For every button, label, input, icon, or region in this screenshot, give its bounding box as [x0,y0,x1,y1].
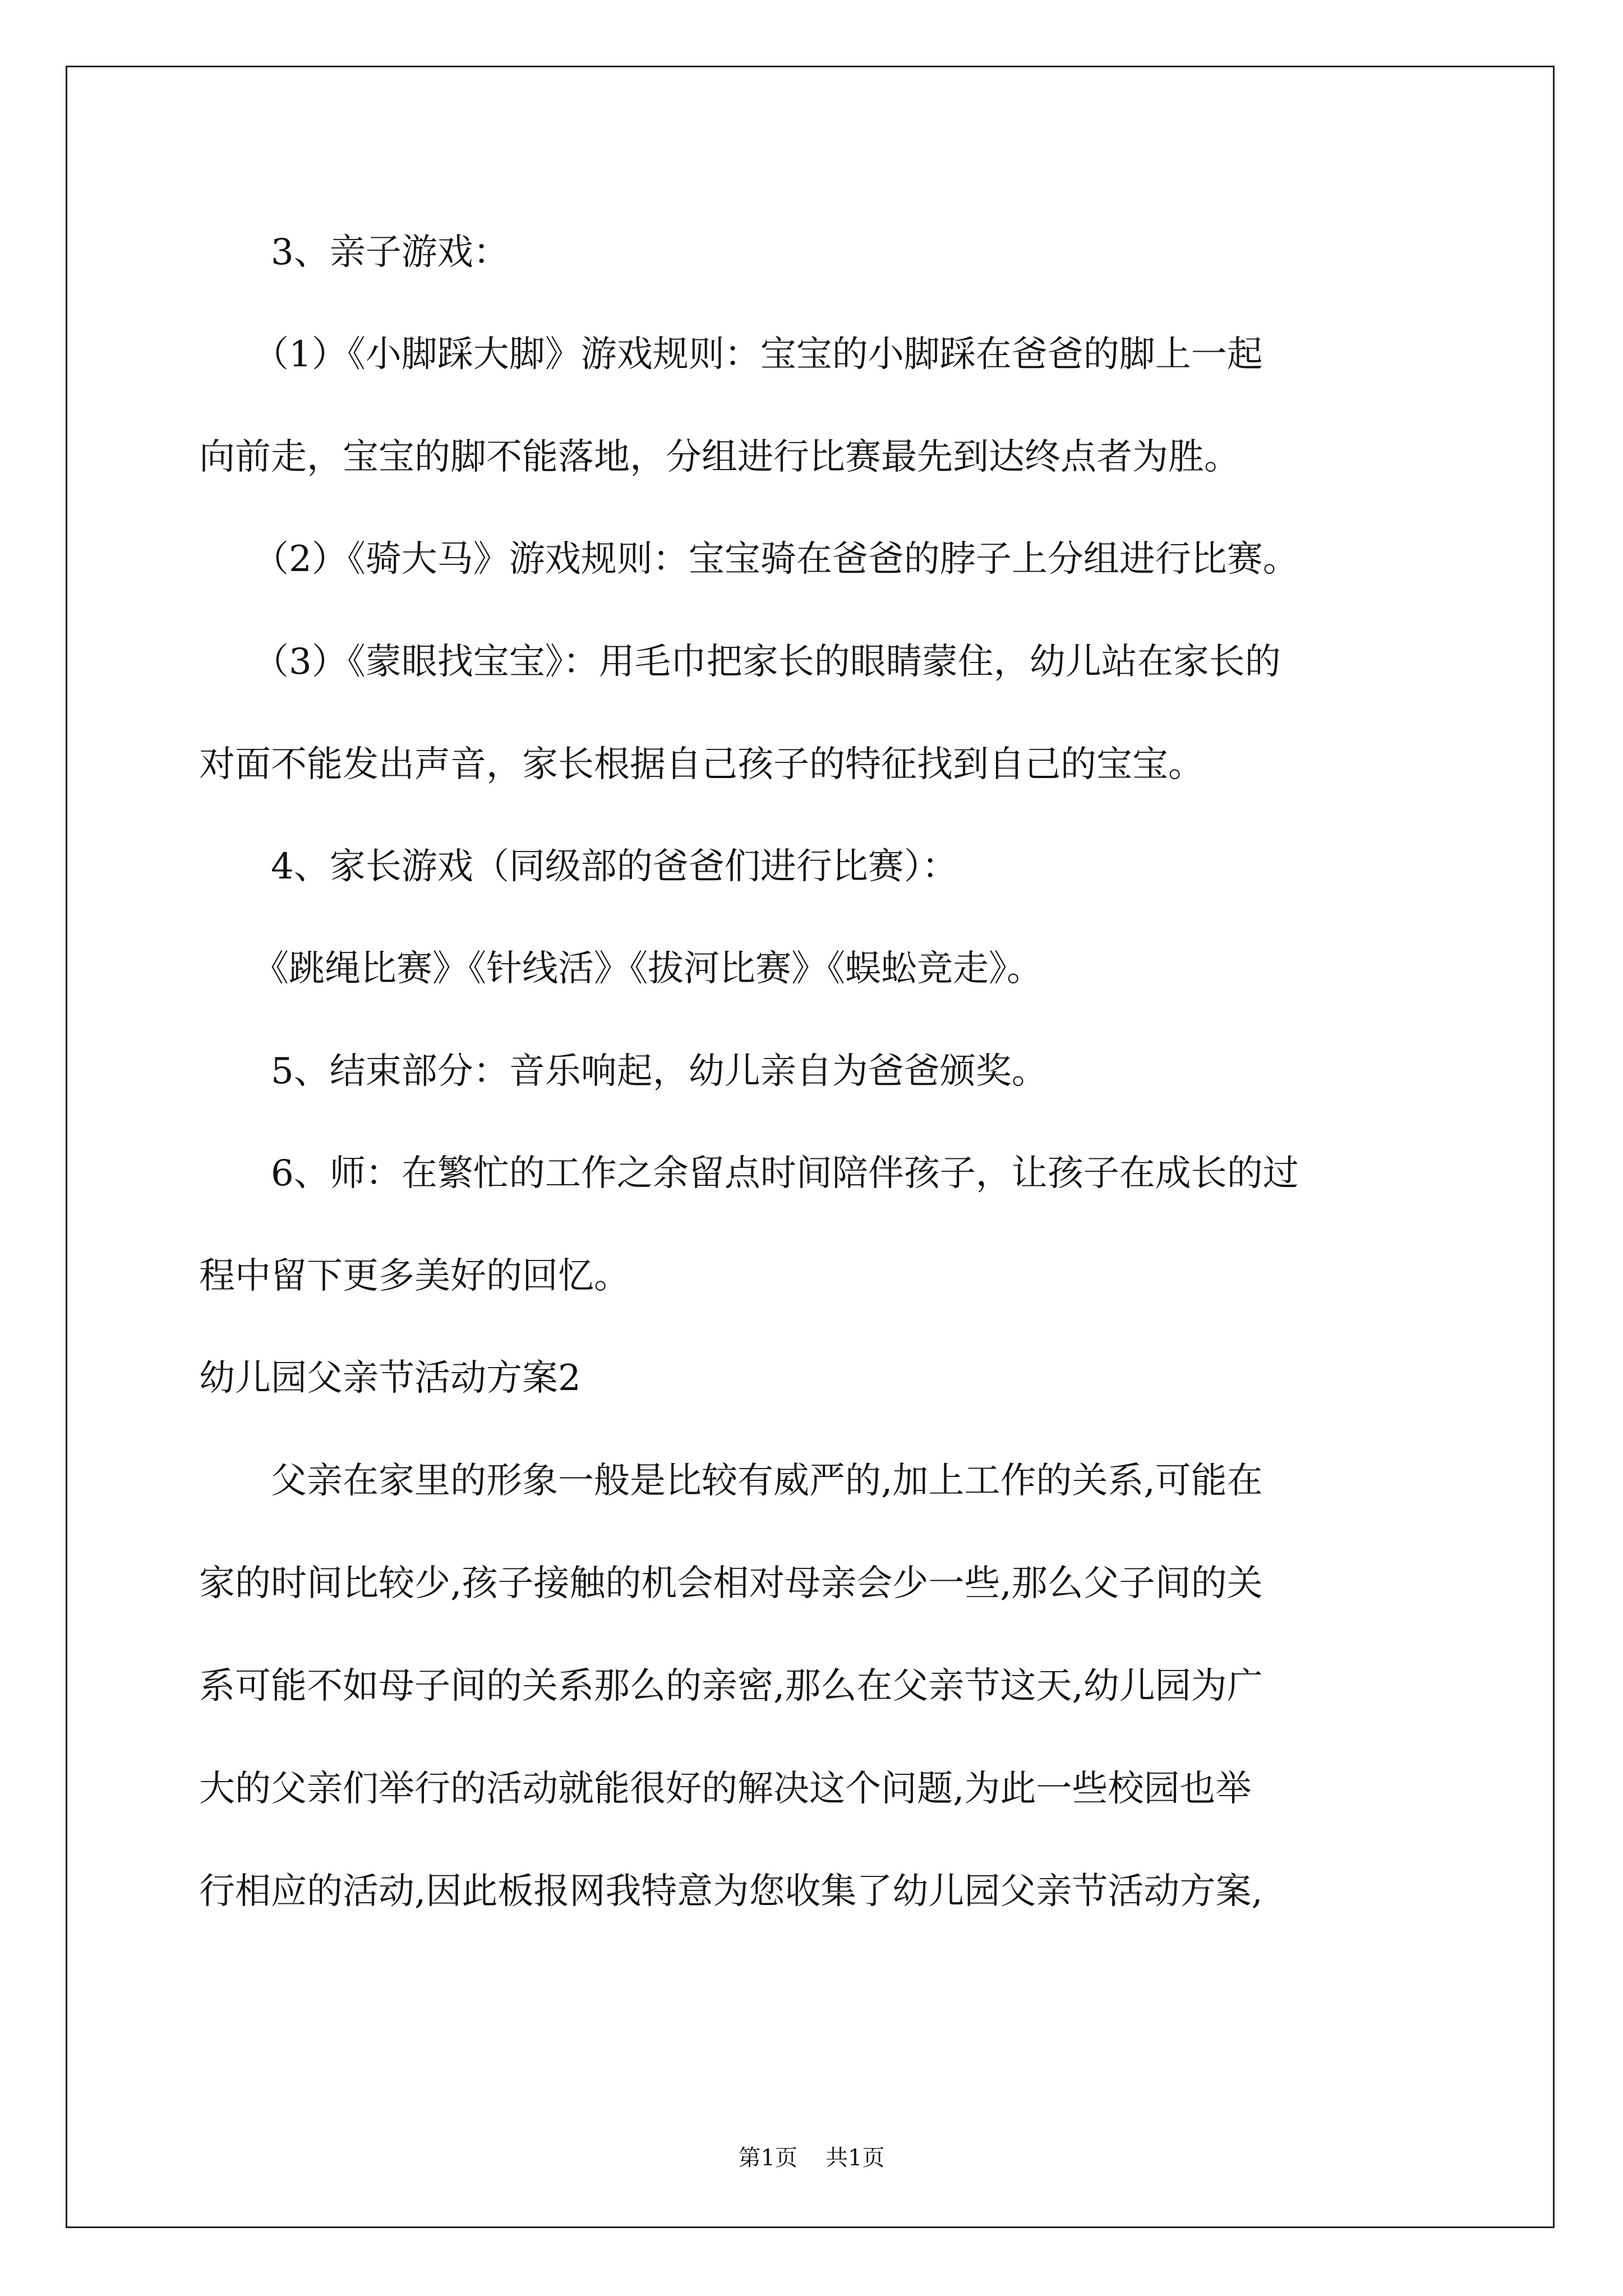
paragraph-intro [199,1460,1433,1912]
text-line: 3、亲子游戏： [199,232,509,273]
section-title-text: 幼儿园父亲节活动方案2 [199,1358,581,1399]
paragraph-game-3 [199,641,1433,785]
text-line: 大的父亲们举行的活动就能很好的解决这个问题,为此一些校园也举 [199,1768,1252,1810]
text-line: 《跳绳比赛》《针线活》《拔河比赛》《蜈蚣竞走》。 [199,948,1043,990]
paragraph-teacher [199,1153,1433,1297]
text-line: 4、家长游戏（同级部的爸爸们进行比赛）： [199,846,958,887]
paragraph-ending [199,1051,1433,1092]
paragraph-game-1 [199,334,1433,478]
text-line: 6、师：在繁忙的工作之余留点时间陪伴孩子，让孩子在成长的过 [199,1153,1299,1194]
text-line: 家的时间比较少,孩子接触的机会相对母亲会少一些,那么父子间的关 [199,1563,1263,1604]
text-line: 5、结束部分：音乐响起，幼儿亲自为爸爸颁奖。 [199,1051,1048,1092]
section-title [199,1358,1433,1399]
paragraph-game-heading [199,232,1433,273]
paragraph-game-2 [199,539,1433,580]
text-line: 向前走，宝宝的脚不能落地，分组进行比赛最先到达终点者为胜。 [199,436,1240,478]
page-number: 第1页 [738,2145,797,2171]
text-line: （2）《骑大马》游戏规则：宝宝骑在爸爸的脖子上分组进行比赛。 [199,539,1299,580]
paragraph-parent-game-list [199,948,1433,990]
text-line: （1）《小脚踩大脚》游戏规则：宝宝的小脚踩在爸爸的脚上一起 [199,334,1263,375]
text-line: （3）《蒙眼找宝宝》：用毛巾把家长的眼睛蒙住，幼儿站在家长的 [199,641,1281,683]
page-footer [0,2140,1623,2172]
page-total: 共1页 [826,2145,885,2171]
text-line: 系可能不如母子间的关系那么的亲密,那么在父亲节这天,幼儿园为广 [199,1665,1263,1707]
text-line: 行相应的活动,因此板报网我特意为您收集了幼儿园父亲节活动方案, [199,1871,1263,1912]
text-line: 对面不能发出声音，家长根据自己孩子的特征找到自己的宝宝。 [199,744,1204,785]
paragraph-parent-games [199,846,1433,887]
text-line: 父亲在家里的形象一般是比较有威严的,加上工作的关系,可能在 [199,1460,1263,1502]
text-line: 程中留下更多美好的回忆。 [199,1255,630,1297]
